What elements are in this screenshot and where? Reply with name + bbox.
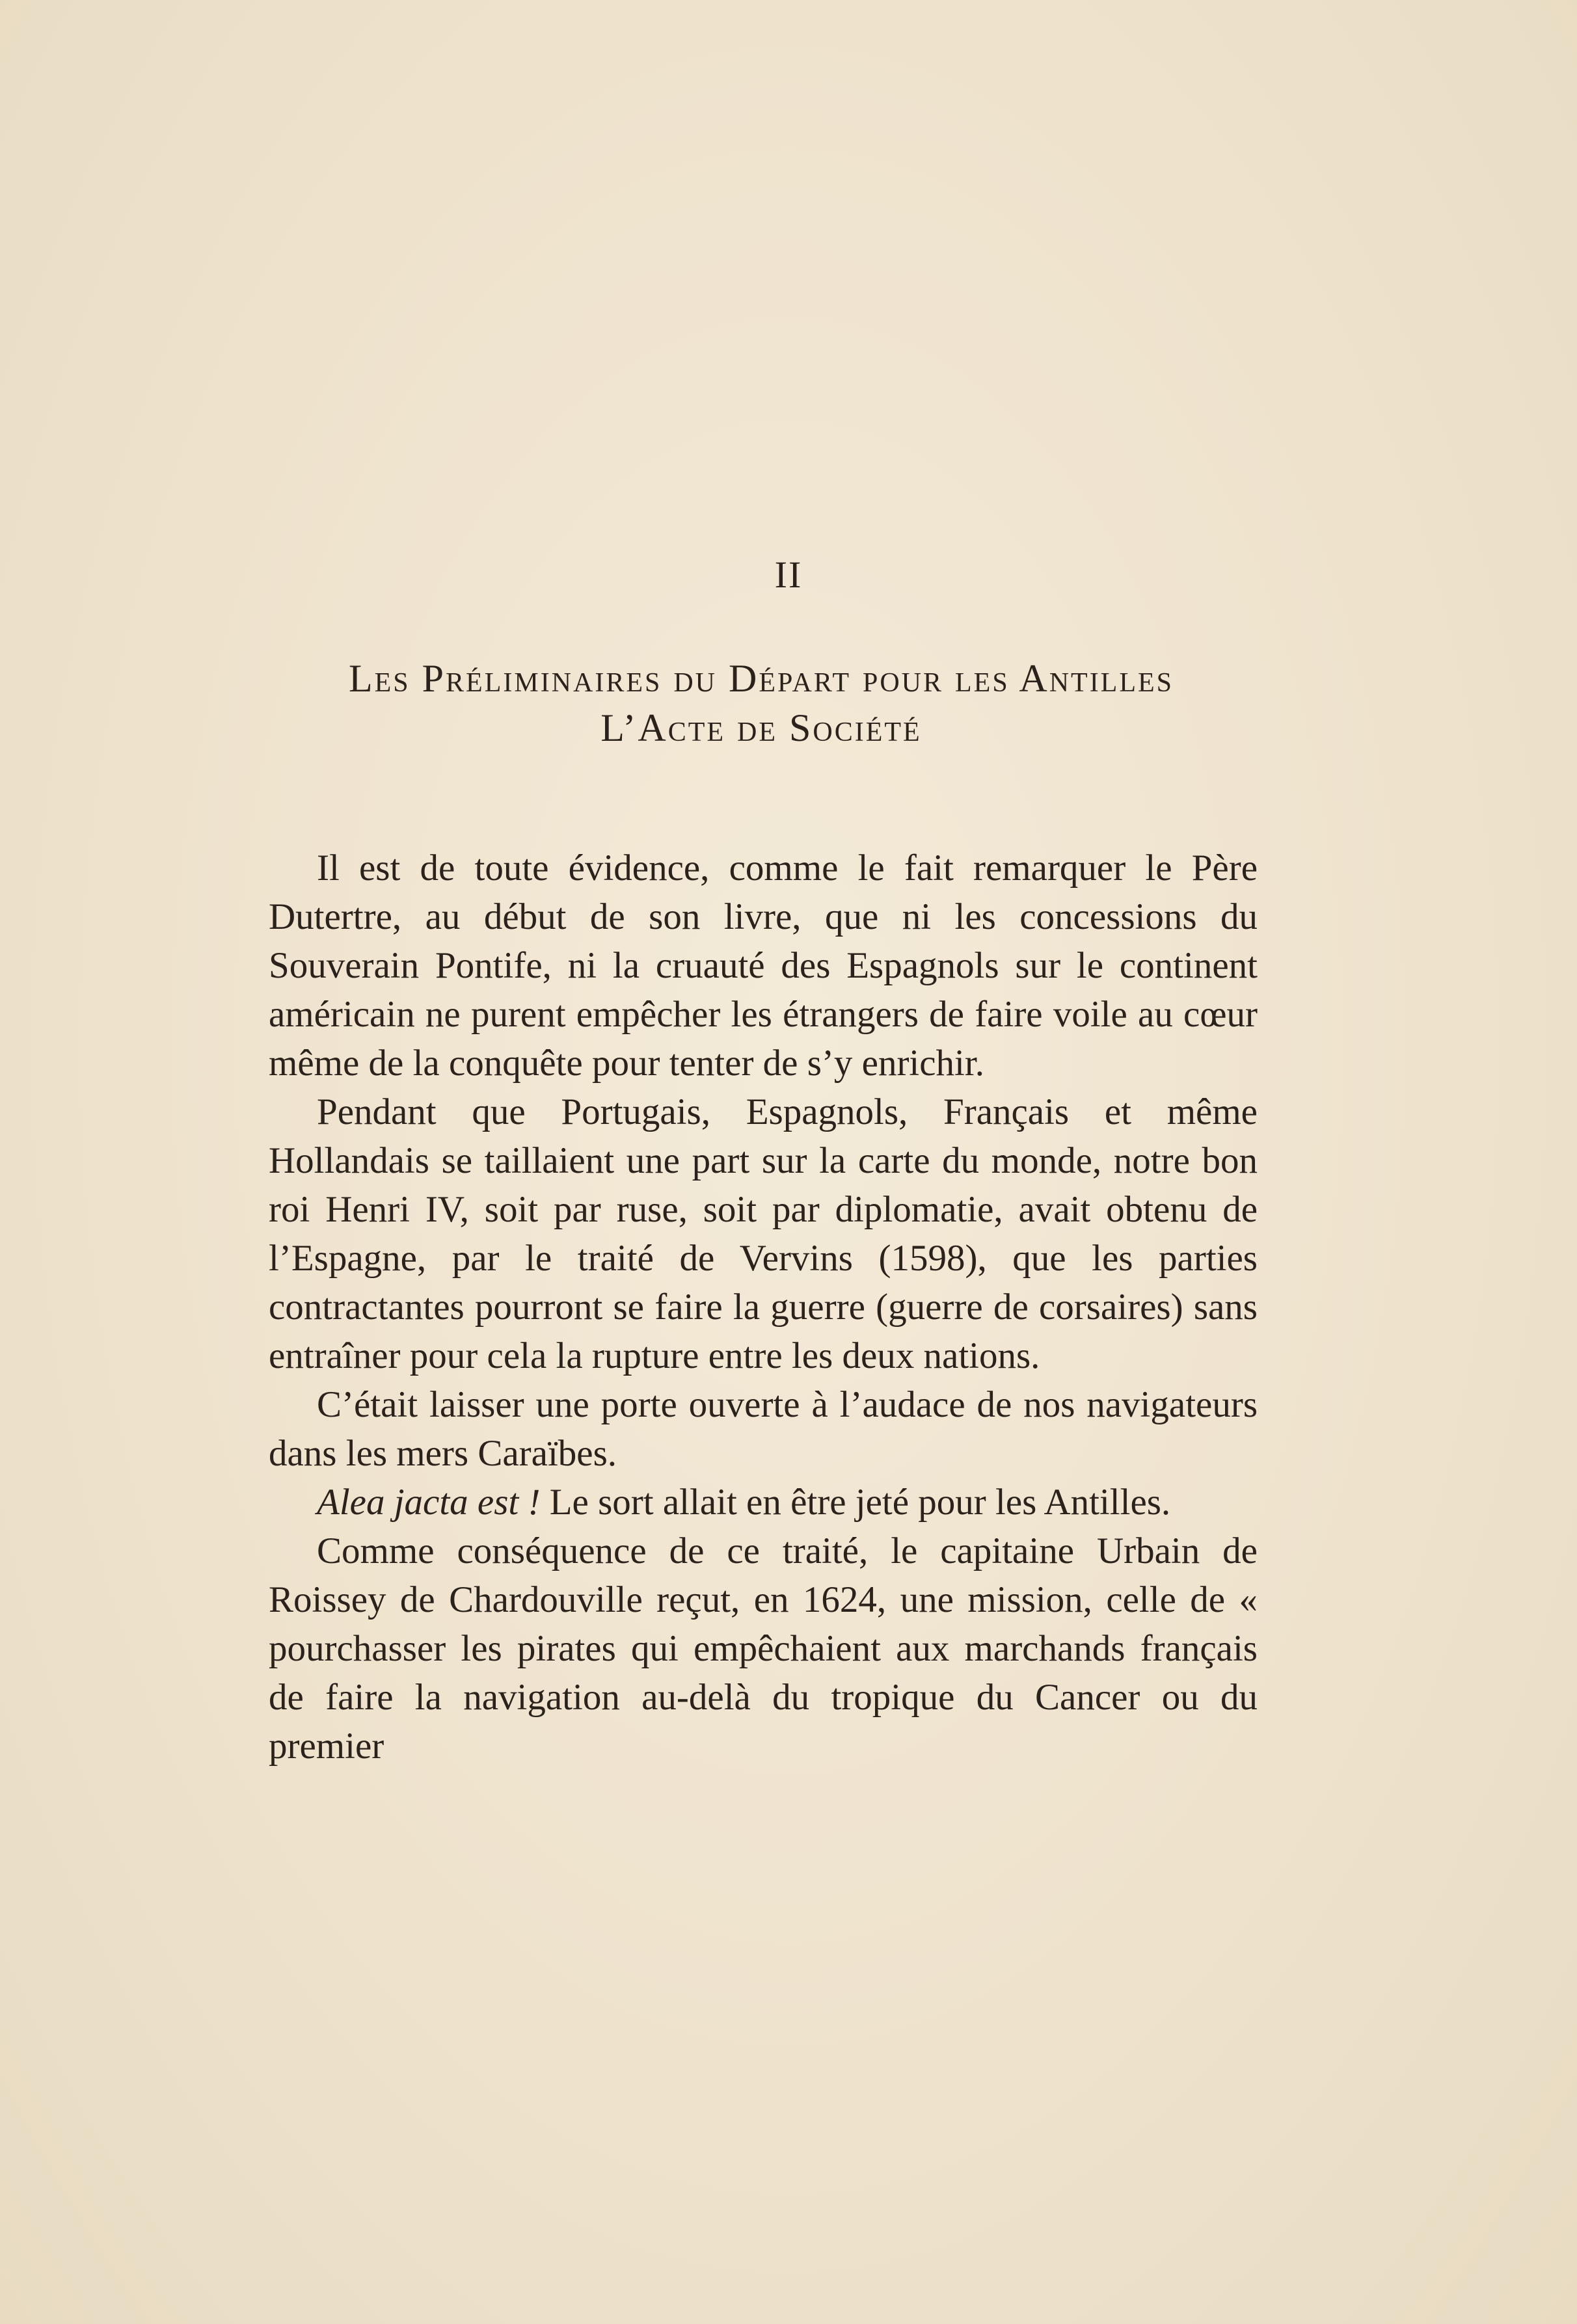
paragraph-4: [269, 1478, 1258, 1527]
chapter-title: [260, 654, 1262, 753]
paragraph-3: C’était laisser une porte ouverte à l’audace de nos navigateurs dans les mers Caraïbes.: [269, 1384, 1258, 1474]
paragraph-2: Pendant que Portugais, Espagnols, Français et même Hollandais se taillaient une part sur la carte du monde, notre bon roi Henri IV, soit par ruse, soit par diplomatie, avait obtenu de l’Espagne, par le traité de Vervins (1598), que les parties contractantes pourront se faire la guerre (guerre de corsaires) sans entraîner pour cela la rupture entre les deux nations.: [269, 1091, 1258, 1376]
paragraph-1: Il est de toute évidence, comme le fait remarquer le Père Dutertre, au début de son livre, que ni les concessions du Souverain Pontife, ni la cruauté des Espagnols sur le continent américain ne purent empêcher les étrangers de faire voile au cœur même de la conquête pour tenter de s’y enrichir.: [269, 848, 1258, 1084]
body-text: [269, 844, 1258, 1770]
chapter-title-line-1: Les Préliminaires du Départ pour les Antilles: [349, 657, 1174, 700]
chapter-number: II: [774, 554, 803, 596]
latin-phrase: Alea jacta est !: [317, 1482, 541, 1523]
paragraph-5: Comme conséquence de ce traité, le capitaine Urbain de Roissey de Chardouville reçut, en 1624, une mission, celle de « pourchasser les pirates qui empêchaient aux marchands français de faire la navigation au-delà du tropique du Cancer ou du premier: [269, 1530, 1258, 1767]
paragraph-4-text: Le sort allait en être jeté pour les Antilles.: [540, 1482, 1171, 1523]
chapter-title-line-2: L’Acte de Société: [600, 706, 922, 749]
